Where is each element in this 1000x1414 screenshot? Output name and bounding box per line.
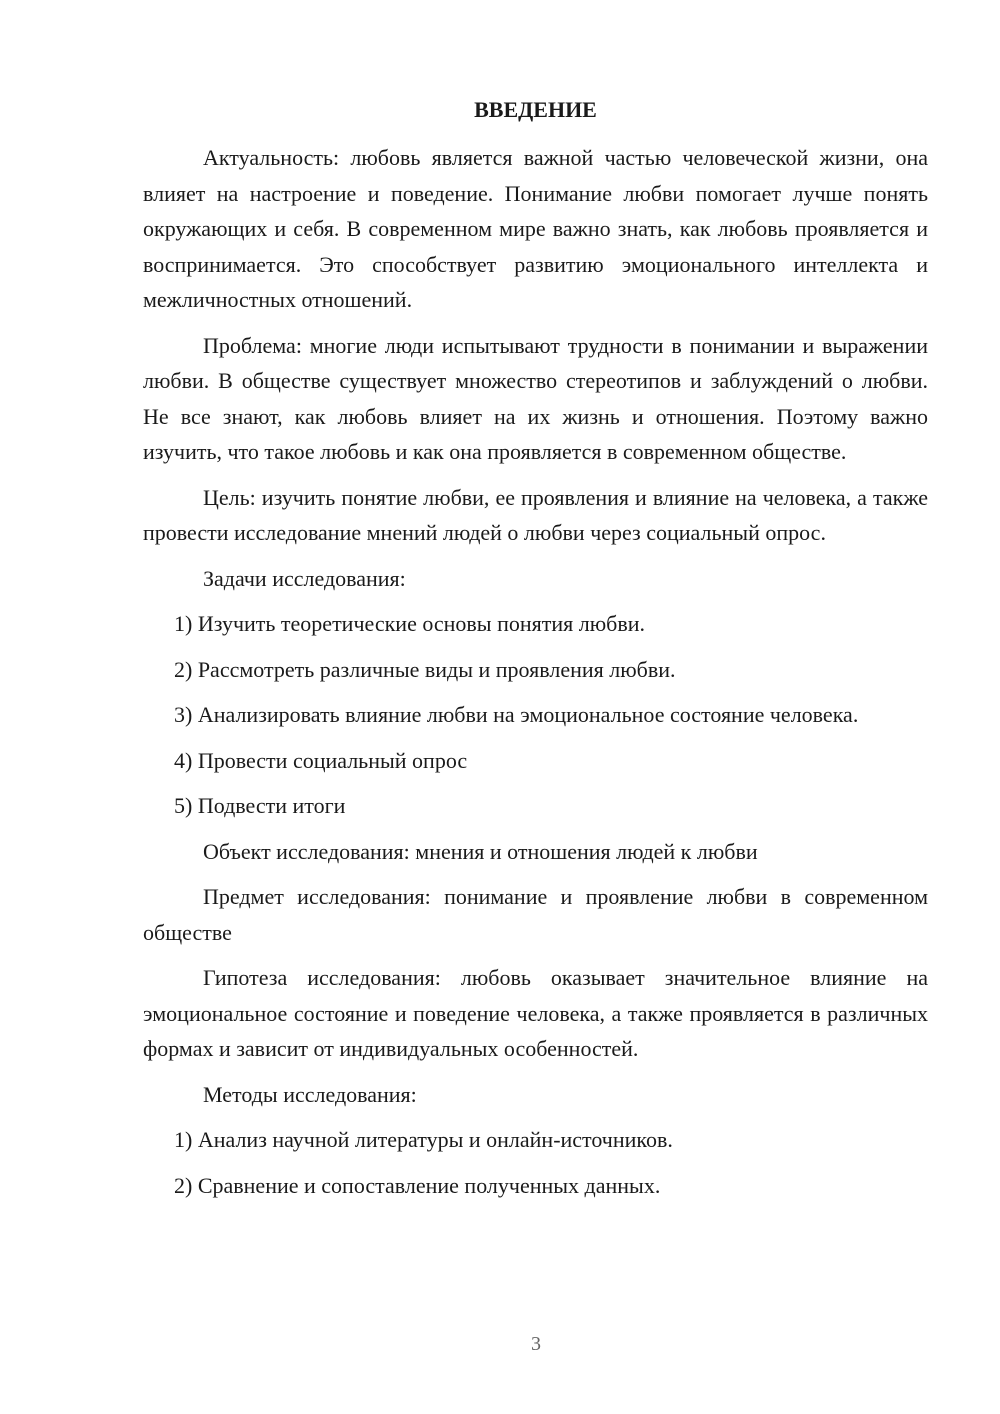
subject-paragraph: Предмет исследования: понимание и проявление любви в современном обществе	[143, 884, 928, 945]
page-title: ВВЕДЕНИЕ	[474, 97, 597, 122]
relevance-paragraph: Актуальность: любовь является важной частью человеческой жизни, она влияет на настроение и поведение. Понимание любви помогает лучше понять окружающих и себя. В современном мире важно знать, как любовь проявляется и воспринимается. Это способствует развитию эмоционального интеллекта и межличностных отношений.	[143, 145, 928, 312]
hypothesis-paragraph: Гипотеза исследования: любовь оказывает значительное влияние на эмоциональное состояние и поведение человека, а также проявляется в различных формах и зависит от индивидуальных особенностей.	[143, 965, 928, 1061]
task-item-5: 5) Подвести итоги	[174, 793, 346, 818]
methods-title: Методы исследования:	[203, 1081, 417, 1107]
tasks-title: Задачи исследования:	[203, 565, 406, 591]
goal-paragraph: Цель: изучить понятие любви, ее проявления и влияние на человека, а также провести исследование мнений людей о любви через социальный опрос.	[143, 484, 928, 545]
problem-paragraph: Проблема: многие люди испытывают трудности в понимании и выражении любви. В обществе существует множество стереотипов и заблуждений о любви. Не все знают, как любовь влияет на их жизнь и отношения. Поэтому важно изучить, что такое любовь и как она проявляется в современном обществе.	[143, 332, 928, 464]
task-item-4: 4) Провести социальный опрос	[174, 747, 468, 773]
method-item-2: 2) Сравнение и сопоставление полученных данных.	[174, 1172, 661, 1198]
task-item-2: 2) Рассмотреть различные виды и проявления любви.	[174, 656, 676, 682]
document-body	[143, 140, 928, 1213]
object-paragraph: Объект исследования: мнения и отношения людей к любви	[203, 838, 758, 864]
task-item-1: 1) Изучить теоретические основы понятия любви.	[174, 611, 646, 636]
page-number: 3	[531, 1333, 541, 1355]
method-item-1: 1) Анализ научной литературы и онлайн-источников.	[174, 1127, 673, 1152]
task-item-3: 3) Анализировать влияние любви на эмоциональное состояние человека.	[174, 702, 859, 727]
